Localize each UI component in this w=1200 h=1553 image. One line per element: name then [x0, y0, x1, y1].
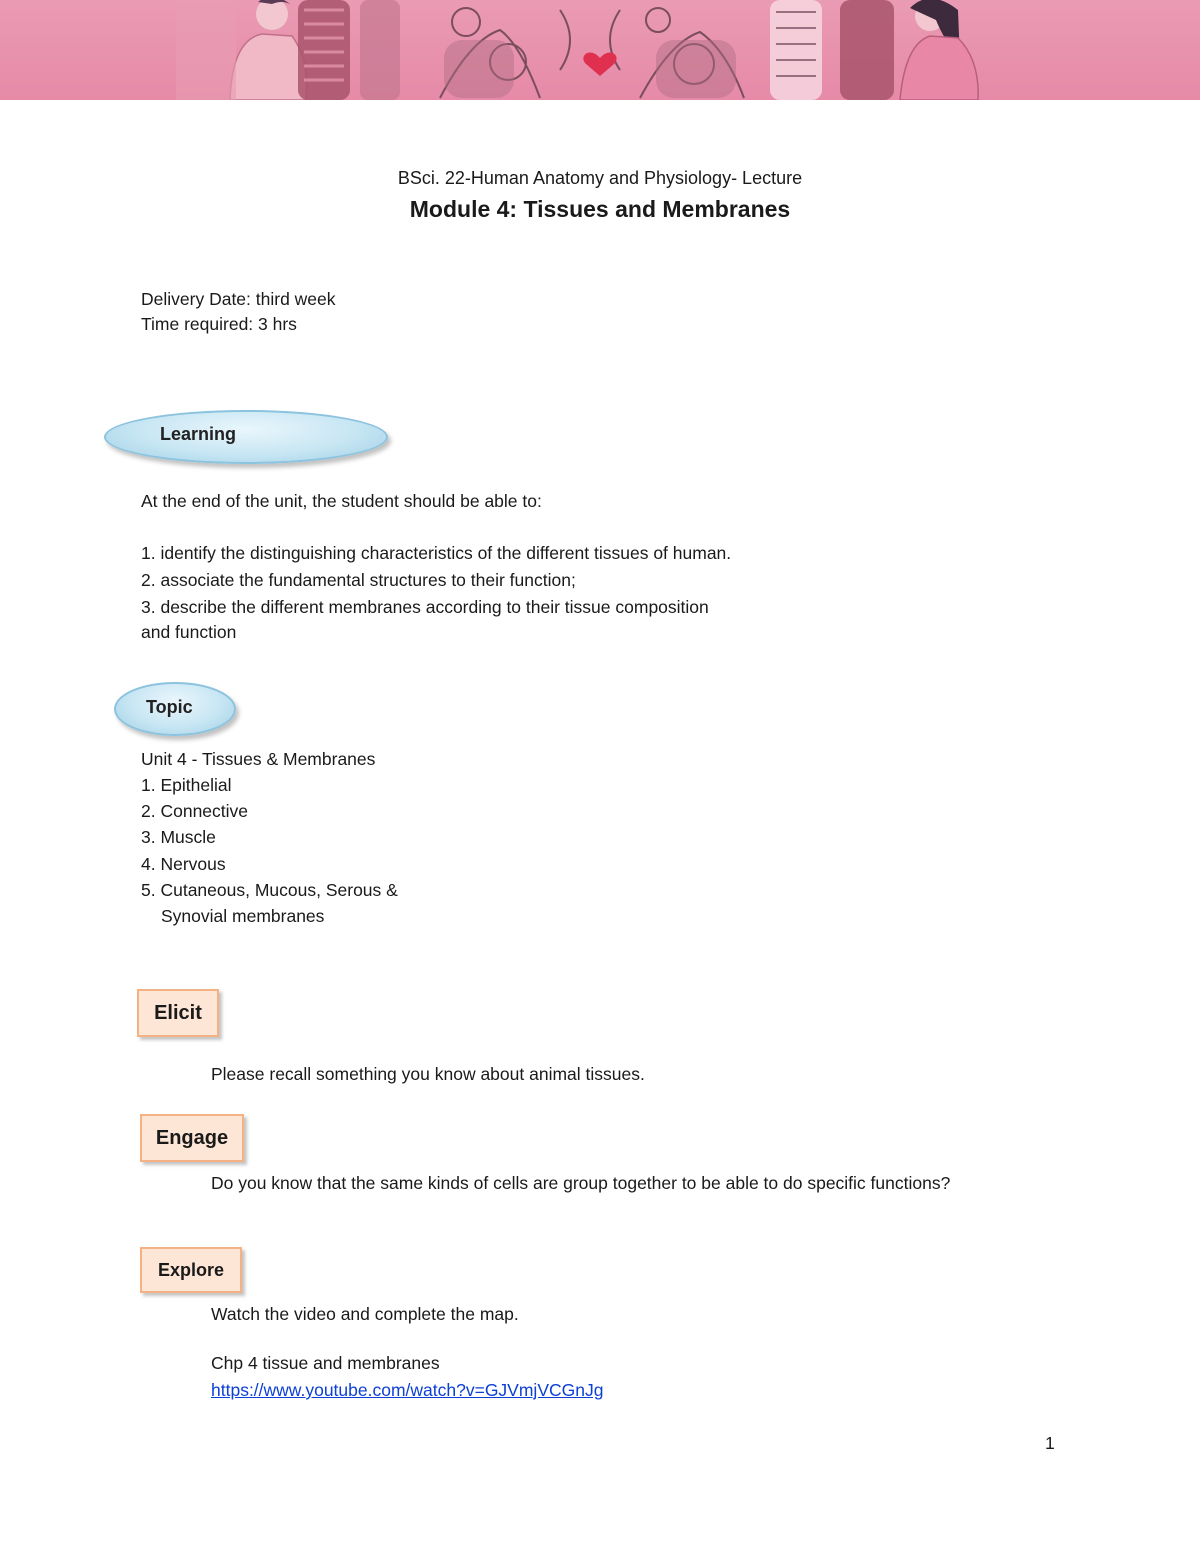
explore-text: Watch the video and complete the map.	[211, 1304, 519, 1324]
elicit-tag: Elicit	[137, 989, 219, 1037]
header-banner	[0, 0, 1200, 100]
objective-3	[141, 597, 709, 618]
objective-3-number: 3.	[141, 597, 156, 617]
topic-item-3-text: Muscle	[155, 827, 216, 847]
engage-text: Do you know that the same kinds of cells are group together to be able to do specific functions?	[211, 1173, 951, 1193]
module-title: Module 4: Tissues and Membranes	[409, 196, 791, 222]
objective-1-number: 1.	[141, 543, 156, 563]
video-link[interactable]: https://www.youtube.com/watch?v=GJVmjVCGnJg	[211, 1380, 604, 1400]
topic-item-1-text: Epithelial	[155, 775, 232, 795]
objective-1	[141, 543, 731, 564]
topic-item-5	[141, 880, 398, 901]
topic-item-4	[141, 854, 226, 875]
topic-item-5-continuation: Synovial membranes	[161, 906, 325, 926]
engage-tag: Engage	[140, 1114, 244, 1162]
topic-item-1	[141, 775, 232, 796]
topic-item-3-number: 3.	[141, 827, 156, 847]
topic-item-4-number: 4.	[141, 854, 156, 874]
anatomy-illustration-icon	[0, 0, 1200, 100]
elicit-text: Please recall something you know about animal tissues.	[211, 1064, 645, 1084]
topic-item-5-number: 5.	[141, 880, 156, 900]
objective-1-text: identify the distinguishing characteristics of the different tissues of human.	[155, 543, 732, 563]
delivery-date: Delivery Date: third week	[141, 289, 336, 309]
objective-3-continuation: and function	[141, 622, 237, 642]
objective-3-text: describe the different membranes according to their tissue composition	[155, 597, 709, 617]
topic-item-2-number: 2.	[141, 801, 156, 821]
topic-item-2	[141, 801, 248, 822]
learning-oval	[104, 410, 388, 464]
learning-intro: At the end of the unit, the student should be able to:	[141, 491, 542, 511]
time-required: Time required: 3 hrs	[141, 314, 297, 334]
topic-item-5-text: Cutaneous, Mucous, Serous &	[155, 880, 398, 900]
topic-label: Topic	[146, 697, 193, 717]
topic-unit: Unit 4 - Tissues & Membranes	[141, 749, 376, 769]
page-number: 1	[1045, 1433, 1055, 1453]
learning-label: Learning	[160, 424, 237, 444]
objective-2-text: associate the fundamental structures to their function;	[155, 570, 576, 590]
explore-tag: Explore	[140, 1247, 242, 1293]
topic-item-3	[141, 827, 216, 848]
topic-item-4-text: Nervous	[155, 854, 226, 874]
topic-item-2-text: Connective	[155, 801, 249, 821]
objective-2	[141, 570, 576, 591]
video-title: Chp 4 tissue and membranes	[211, 1353, 440, 1373]
course-title: BSci. 22-Human Anatomy and Physiology- Lecture	[397, 168, 803, 188]
topic-item-1-number: 1.	[141, 775, 156, 795]
objective-2-number: 2.	[141, 570, 156, 590]
